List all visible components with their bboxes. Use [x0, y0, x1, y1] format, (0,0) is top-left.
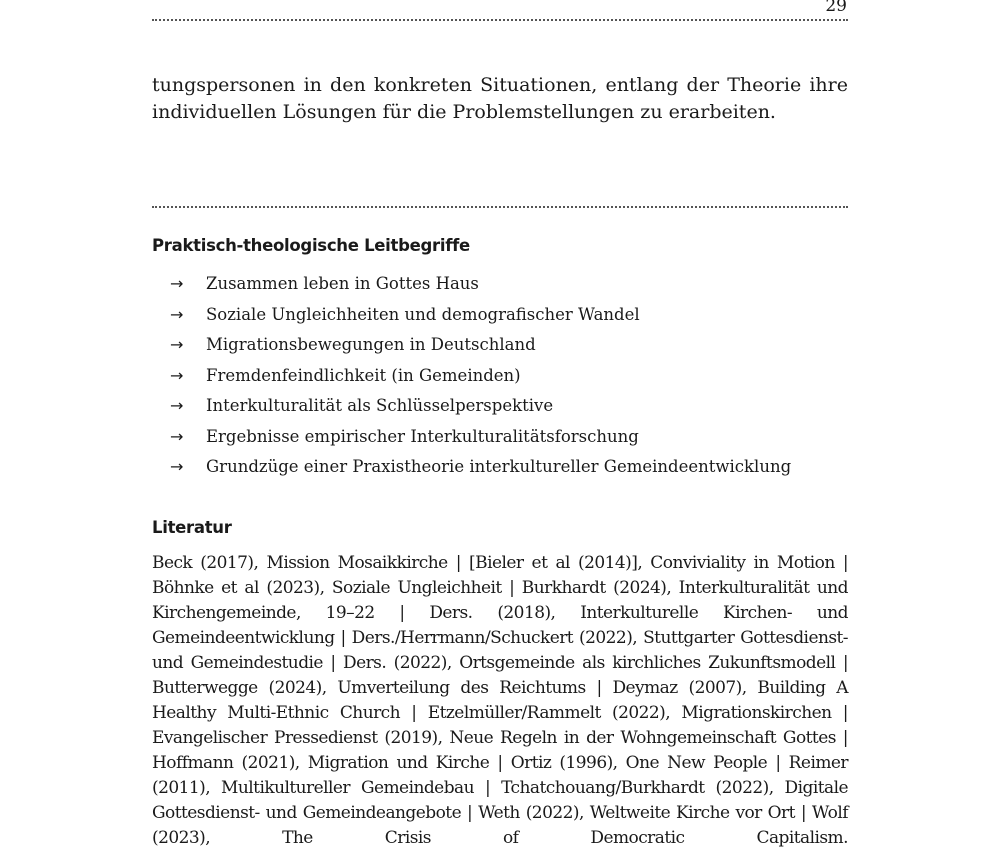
list-item-label: Zusammen leben in Gottes Haus — [206, 274, 479, 293]
right-arrow-icon: → — [170, 335, 184, 354]
list-item — [170, 452, 791, 483]
section-dotted-divider — [152, 206, 848, 208]
literature-paragraph: Beck (2017), Mission Mosaikkirche | [Bieler et al (2014)], Conviviality in Motion | Böhnke et al (2023), Soziale Ungleichheit | Burkhardt (2024), Interkulturalität und Kirchengemeinde, 19–22 | Ders. (2018), Interkulturelle Kirchen- und Gemeindeentwicklung | Ders./Herrmann/Schuckert (2022), Stuttgarter Gottesdienst- und Gemeindestudie | Ders. (2022), Ortsgemeinde als kirchliches Zukunftsmodell | Butterwegge (2024), Umverteilung des Reichtums | Deymaz (2007), Building A Healthy Multi-Ethnic Church | Etzelmüller/Rammelt (2022), Migrationskirchen | Evangelischer Pressedienst (2019), Neue Regeln in der Wohngemeinschaft Gottes | Hoffmann (2021), Migration und Kirche | Ortiz (1996), One New People | Reimer (2011), Multikultureller Gemeindebau | Tchatchouang/Burkhardt (2022), Digitale Gottesdienst- und Gemeindeangebote | Weth (2022), Weltweite Kirche vor Ort | Wolf (2023), The Crisis of Democratic Capitalism. — [152, 553, 848, 848]
right-arrow-icon: → — [170, 274, 184, 293]
top-dotted-divider — [152, 19, 848, 21]
list-item — [170, 300, 791, 331]
page-number: 29 — [825, 0, 847, 16]
intro-paragraph: tungspersonen in den konkreten Situationen, entlang der Theorie ihre individuellen Lösungen für die Problemstellungen zu erarbeiten. — [152, 74, 848, 123]
list-item-label: Ergebnisse empirischer Interkulturalitätsforschung — [206, 426, 639, 446]
right-arrow-icon: → — [170, 457, 184, 476]
right-arrow-icon: → — [170, 426, 184, 446]
list-item-label: Soziale Ungleichheiten und demografischer Wandel — [206, 304, 640, 324]
right-arrow-icon: → — [170, 365, 184, 385]
list-item-label: Interkulturalität als Schlüsselperspektive — [206, 396, 554, 415]
list-item-label: Grundzüge einer Praxistheorie interkultureller Gemeindeentwicklung — [206, 457, 792, 476]
list-item — [170, 422, 791, 453]
concepts-heading: Praktisch-theologische Leitbegriffe — [152, 236, 470, 255]
right-arrow-icon: → — [170, 396, 184, 415]
literature-heading: Literatur — [152, 518, 232, 537]
list-item — [170, 330, 791, 361]
concept-list — [170, 269, 791, 483]
right-arrow-icon: → — [170, 304, 184, 324]
list-item-label: Migrationsbewegungen in Deutschland — [206, 335, 536, 354]
list-item-label: Fremdenfeindlichkeit (in Gemeinden) — [206, 365, 521, 385]
list-item — [170, 391, 791, 422]
list-item — [170, 269, 791, 300]
list-item — [170, 361, 791, 392]
